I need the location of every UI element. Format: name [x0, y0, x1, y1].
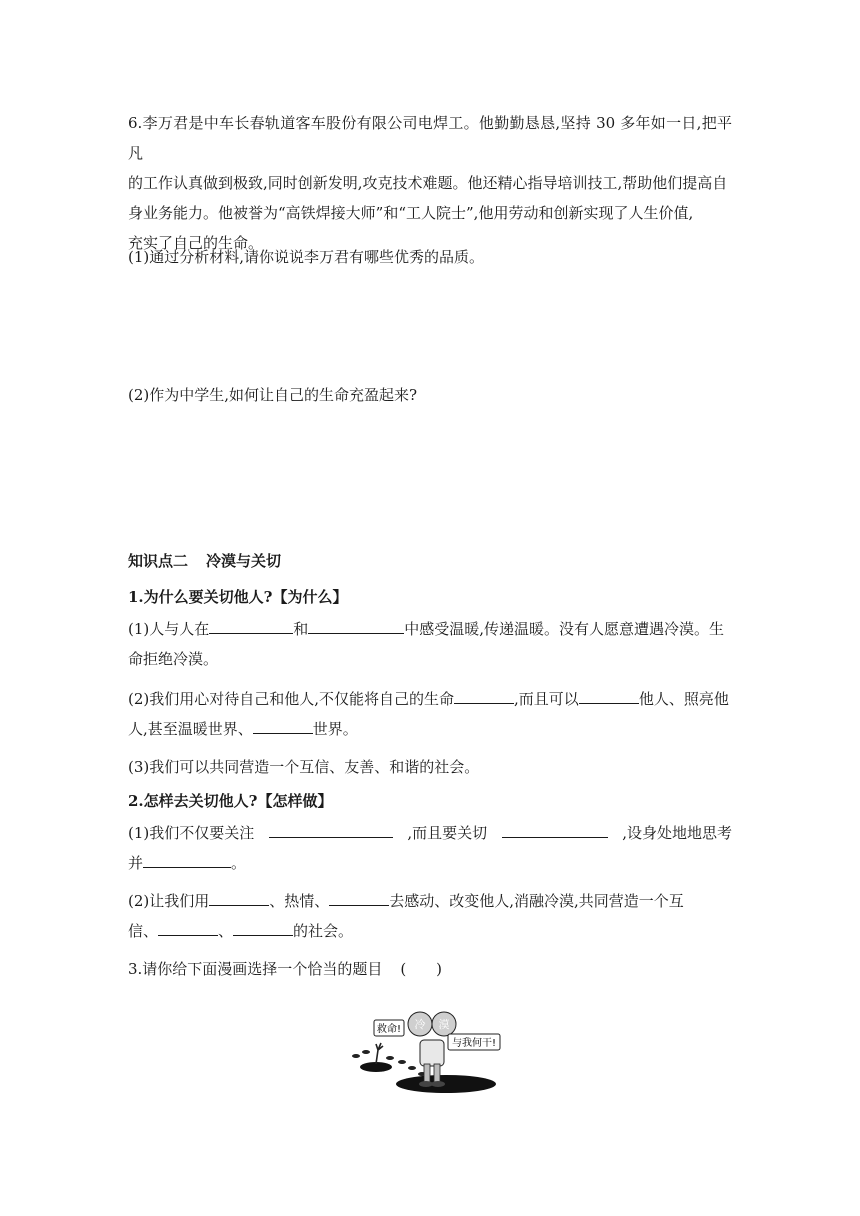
q1-item-1: (1)人与人在 和 中感受温暖,传递温暖。没有人愿意遭遇冷漠。生 命拒绝冷漠。 [128, 614, 732, 674]
head-ball-text-right: 漠 [438, 1018, 450, 1031]
person-shoe-right [431, 1081, 445, 1087]
q1-title: 1.为什么要关切他人?【为什么】 [128, 588, 348, 606]
fill-blank[interactable] [329, 888, 389, 906]
fill-blank[interactable] [269, 820, 393, 838]
person-shoe-left [419, 1081, 433, 1087]
q1-item-2: (2)我们用心对待自己和他人,不仅能将自己的生命 ,而且可以 他人、照亮他 人,甚至温暖世界、 世界。 [128, 684, 732, 744]
fill-blank[interactable] [308, 616, 404, 634]
fill-blank[interactable] [209, 888, 269, 906]
q6-stem-line-2: 的工作认真做到极致,同时创新发明,攻克技术难题。他还精心指导培训技工,帮助他们提高自 [128, 174, 728, 192]
fill-blank[interactable] [143, 850, 231, 868]
fill-blank[interactable] [579, 686, 639, 704]
fill-blank[interactable] [158, 918, 218, 936]
fill-blank[interactable] [454, 686, 514, 704]
q3-question [128, 954, 732, 984]
person-leg-left [424, 1064, 430, 1082]
q3-title: 3.请你给下面漫画选择一个恰当的题目 [128, 960, 383, 978]
person-body [420, 1040, 444, 1066]
reaching-hand [376, 1043, 383, 1064]
head-ball-text-left: 冷 [414, 1018, 426, 1031]
q6-stem-line-1: 6.李万君是中车长春轨道客车股份有限公司电焊工。他勤勤恳恳,坚持 30 多年如一日,把平凡 [128, 114, 732, 162]
q6-subquestion-1: (1)通过分析材料,请你说说李万君有哪些优秀的品质。 [128, 248, 485, 266]
q6-stem-line-4: 充实了自己的生命。 [128, 234, 264, 252]
q2-title: 2.怎样去关切他人?【怎样做】 [128, 792, 333, 810]
comic-illustration [346, 1010, 502, 1100]
person-leg-right [434, 1064, 440, 1082]
q6-stem-line-3: 身业务能力。他被誉为“高铁焊接大师”和“工人院士”,他用劳动和创新实现了人生价值, [128, 204, 694, 222]
section-heading-topic: 冷漠与关切 [206, 552, 282, 570]
fill-blank[interactable] [502, 820, 608, 838]
footprints [352, 1050, 426, 1076]
fill-blank[interactable] [233, 918, 293, 936]
answer-parentheses[interactable]: ( ) [400, 960, 443, 978]
section-heading-label: 知识点二 [128, 552, 189, 570]
speech-text-help: 救命! [376, 1024, 402, 1035]
q6-subquestion-2: (2)作为中学生,如何让自己的生命充盈起来? [128, 386, 418, 404]
q6-stem [128, 108, 732, 258]
fill-blank[interactable] [253, 716, 313, 734]
hole-right [396, 1075, 496, 1093]
q2-item-2: (2)让我们用 、热情、 去感动、改变他人,消融冷漠,共同营造一个互 信、 、 的社会。 [128, 886, 732, 946]
q1-item-3: (3)我们可以共同营造一个互信、友善、和谐的社会。 [128, 758, 480, 776]
q2-item-1: (1)我们不仅要关注 ,而且要关切 ,设身处地地思考 并 。 [128, 818, 732, 878]
section-heading [128, 546, 732, 576]
speech-text-reply: 与我何干! [451, 1038, 497, 1049]
fill-blank[interactable] [209, 616, 293, 634]
